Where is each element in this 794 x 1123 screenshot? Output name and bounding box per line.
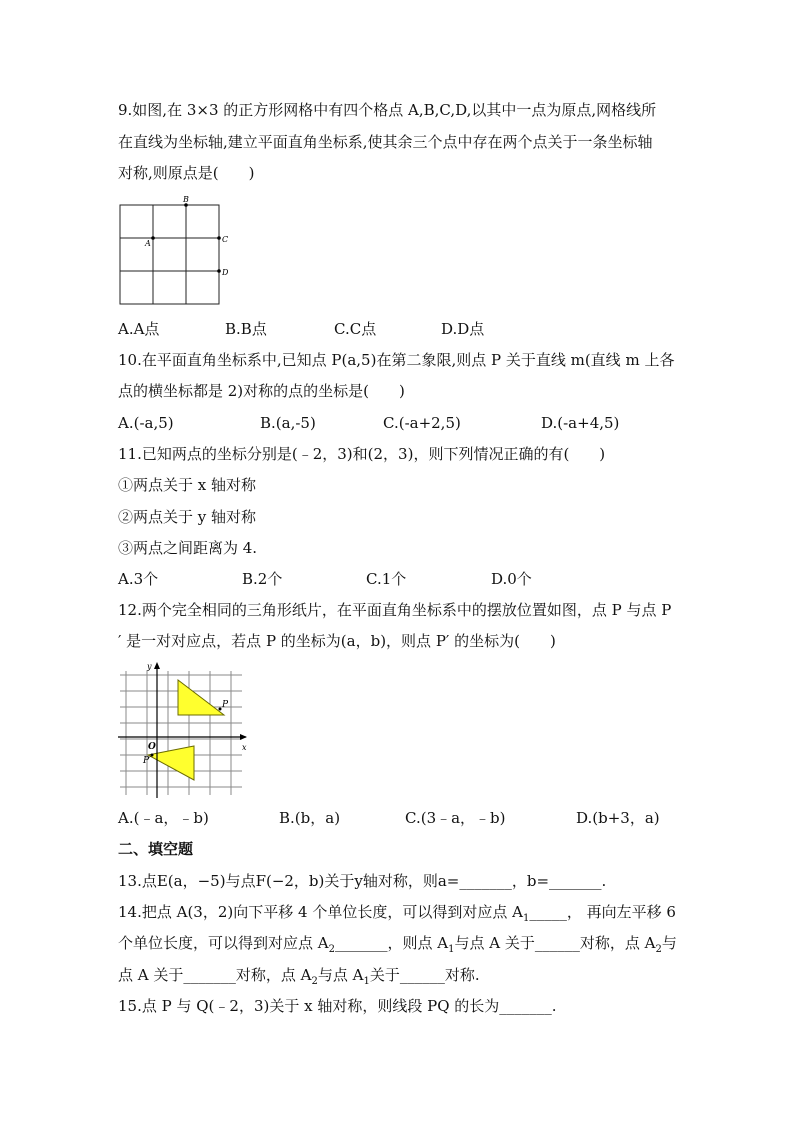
q14-sub-a2-b: 2 xyxy=(655,944,662,955)
q14-line-2-a: 个单位长度，可以得到对应点 A xyxy=(118,934,329,952)
q9-option-a[interactable]: A.A点 xyxy=(118,320,160,338)
q9-line-2: 在直线为坐标轴,建立平面直角坐标系,使其余三个点中存在两个点关于一条坐标轴 xyxy=(118,133,653,151)
point-a xyxy=(151,236,155,240)
q9-option-d[interactable]: D.D点 xyxy=(441,320,485,338)
q15-text: 15.点 P 与 Q(﹣2，3)关于 x 轴对称，则线段 PQ 的长为_______. xyxy=(118,997,557,1015)
q9-line-1: 9.如图,在 3×3 的正方形网格中有四个格点 A,B,C,D,以其中一点为原点,网格线所 xyxy=(118,101,657,119)
q9-line-3: 对称,则原点是( ) xyxy=(118,164,255,182)
q14-sub-a2-c: 2 xyxy=(311,976,318,987)
y-axis-arrow xyxy=(154,662,160,669)
q12-line-2: ′ 是一对对应点，若点 P 的坐标为(a，b)，则点 P′ 的坐标为( ) xyxy=(118,632,556,650)
triangle-upper xyxy=(178,680,224,715)
q14-line-1 xyxy=(118,902,676,929)
q12-coordinate-figure xyxy=(118,660,253,800)
origin-label: O xyxy=(148,742,156,752)
q9-option-b[interactable]: B.B点 xyxy=(225,320,267,338)
q14-line-3-b: 与点 A xyxy=(317,966,364,984)
q12-option-b[interactable]: B.(b，a) xyxy=(279,809,341,827)
x-axis-arrow xyxy=(240,734,247,740)
q14-sub-a1-c: 1 xyxy=(363,976,370,987)
x-axis-label: x xyxy=(242,743,247,752)
q10-option-d[interactable]: D.(-a+4,5) xyxy=(541,414,620,432)
section-title: 二、填空题 xyxy=(118,840,194,858)
label-d: D xyxy=(222,268,229,277)
q11-statement-1: ①两点关于 x 轴对称 xyxy=(118,476,256,494)
point-c xyxy=(217,236,221,240)
q10-line-1: 10.在平面直角坐标系中,已知点 P(a,5)在第二象限,则点 P 关于直线 m(直线 m 上各 xyxy=(118,351,675,369)
label-b: B xyxy=(183,195,189,204)
q11-option-c[interactable]: C.1个 xyxy=(366,570,407,588)
q9-grid-figure xyxy=(110,195,245,310)
q14-line-3-a: 点 A 关于_______对称，点 A xyxy=(118,966,312,984)
label-p: P xyxy=(222,700,229,710)
q14-line-3 xyxy=(118,965,480,992)
q14-line-3-c: 关于______对称. xyxy=(369,966,480,984)
q14-line-2-d: 与 xyxy=(661,934,677,952)
q11-option-b[interactable]: B.2个 xyxy=(242,570,283,588)
q11-stem: 11.已知两点的坐标分别是(﹣2，3)和(2，3)，则下列情况正确的有( ) xyxy=(118,445,606,463)
q14-sub-a1-b: 1 xyxy=(448,944,455,955)
q11-statement-2: ②两点关于 y 轴对称 xyxy=(118,508,257,526)
q12-option-c[interactable]: C.(3﹣a，﹣b) xyxy=(405,809,506,827)
q12-line-1: 12.两个完全相同的三角形纸片，在平面直角坐标系中的摆放位置如图，点 P 与点 P xyxy=(118,601,672,619)
q13-text: 13.点E(a，−5)与点F(−2，b)关于y轴对称，则a=_______，b=_______. xyxy=(118,872,607,890)
q14-line-2-c: 与点 A 关于______对称，点 A xyxy=(454,934,656,952)
q14-line-1-pre: 14.把点 A(3，2)向下平移 4 个单位长度，可以得到对应点 A xyxy=(118,903,523,921)
y-axis-label: y xyxy=(147,662,152,671)
label-c: C xyxy=(222,235,229,244)
q10-option-a[interactable]: A.(-a,5) xyxy=(118,414,174,432)
point-d xyxy=(217,269,221,273)
q11-option-a[interactable]: A.3个 xyxy=(118,570,159,588)
q14-line-1-post: _____， 再向左平移 6 xyxy=(529,903,676,921)
q11-statement-3: ③两点之间距离为 4. xyxy=(118,539,258,557)
label-a: A xyxy=(145,239,151,248)
q10-option-c[interactable]: C.(-a+2,5) xyxy=(383,414,461,432)
label-p-prime: P′ xyxy=(143,756,152,766)
q12-option-d[interactable]: D.(b+3，a) xyxy=(576,809,660,827)
q14-sub-a1: 1 xyxy=(522,913,530,924)
q11-option-d[interactable]: D.0个 xyxy=(491,570,532,588)
q14-sub-a2: 2 xyxy=(328,944,335,955)
q9-option-c[interactable]: C.C点 xyxy=(334,320,377,338)
q10-line-2: 点的横坐标都是 2)对称的点的坐标是( ) xyxy=(118,382,405,400)
q12-option-a[interactable]: A.(﹣a，﹣b) xyxy=(118,809,209,827)
q14-line-2 xyxy=(118,933,677,960)
q14-line-2-b: _______，则点 A xyxy=(334,934,449,952)
q10-option-b[interactable]: B.(a,-5) xyxy=(260,414,316,432)
